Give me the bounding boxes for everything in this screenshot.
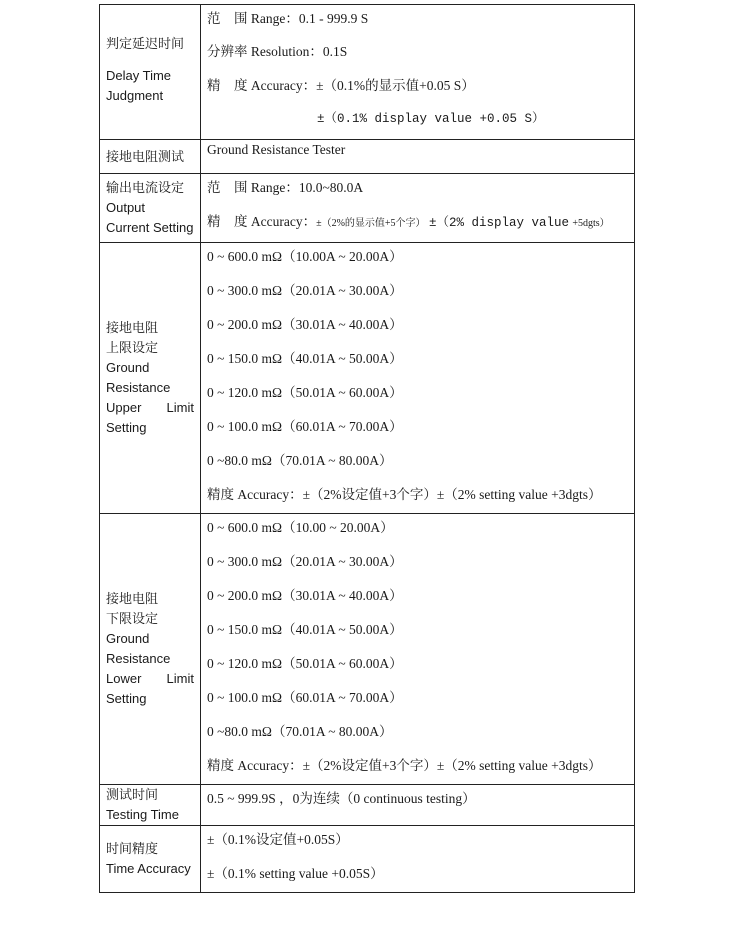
range-line: 0 ~ 150.0 mΩ（40.01A ~ 50.00A） [207, 622, 403, 637]
label-upper-limit [100, 243, 201, 514]
range-text: 范 围 Range：10.0~80.0A [207, 180, 364, 195]
label-ground-tester [100, 140, 201, 174]
value-time-accuracy [201, 826, 635, 893]
value-output-current [201, 174, 635, 243]
row-upper-limit [100, 243, 635, 514]
label-zh: 测试时间 [106, 787, 159, 802]
label-zh: 接地电阻 [106, 591, 159, 606]
label-en: Setting [106, 420, 147, 435]
label-en: Time Accuracy [106, 861, 191, 876]
label-en: Upper Limit [106, 400, 194, 415]
resolution-text: 分辨率 Resolution：0.1S [207, 44, 348, 59]
label-en: Judgment [106, 88, 164, 103]
label-en: Output [106, 200, 146, 215]
label-en: Lower Limit [106, 671, 194, 686]
label-zh: 接地电阻测试 [106, 148, 185, 164]
accuracy-small-text: ±（2%的显示值+5个字） [316, 218, 426, 229]
label-zh: 上限设定 [106, 340, 159, 355]
label-zh: 时间精度 [106, 841, 159, 856]
value-lower-limit [201, 514, 635, 785]
range-line: 0 ~ 150.0 mΩ（40.01A ~ 50.00A） [207, 351, 403, 366]
label-lower-limit [100, 514, 201, 785]
label-testing-time [100, 785, 201, 826]
section-title: Ground Resistance Tester [207, 142, 346, 157]
accuracy-text: 精度 Accuracy：±（2%设定值+3个字）±（2% setting value +3dgts） [207, 758, 602, 773]
label-en: Ground [106, 360, 150, 375]
label-en: Resistance [106, 380, 171, 395]
range-line: 0 ~ 120.0 mΩ（50.01A ~ 60.00A） [207, 656, 403, 671]
row-ground-tester [100, 140, 635, 174]
accuracy-text: 精 度 Accuracy：±（0.1%的显示值+0.05 S） [207, 78, 475, 93]
range-line: 0 ~80.0 mΩ（70.01A ~ 80.00A） [207, 453, 393, 468]
label-zh: 输出电流设定 [106, 180, 185, 195]
range-line: 0 ~ 200.0 mΩ（30.01A ~ 40.00A） [207, 588, 403, 603]
value-upper-limit [201, 243, 635, 514]
range-line: 0 ~ 300.0 mΩ（20.01A ~ 30.00A） [207, 283, 403, 298]
accuracy-en-small: +5dgts） [572, 218, 610, 229]
time-accuracy-zh: ±（0.1%设定值+0.05S） [207, 832, 349, 847]
label-en: Delay Time [106, 68, 172, 83]
row-delay-time [100, 5, 635, 140]
spec-table [99, 4, 635, 893]
accuracy-line [207, 210, 634, 230]
label-zh: 接地电阻 [106, 320, 159, 335]
range-line: 0 ~ 200.0 mΩ（30.01A ~ 40.00A） [207, 317, 403, 332]
range-line: 0 ~ 120.0 mΩ（50.01A ~ 60.00A） [207, 385, 403, 400]
testing-time-text: 0.5 ~ 999.9S ，0为连续（0 continuous testing） [207, 791, 476, 806]
range-line: 0 ~ 600.0 mΩ（10.00 ~ 20.00A） [207, 520, 394, 535]
label-en: Resistance [106, 651, 171, 666]
label-en: Current Setting [106, 220, 194, 235]
value-testing-time [201, 785, 635, 826]
range-line: 0 ~80.0 mΩ（70.01A ~ 80.00A） [207, 724, 393, 739]
range-line: 0 ~ 600.0 mΩ（10.00A ~ 20.00A） [207, 249, 403, 264]
range-line: 0 ~ 300.0 mΩ（20.01A ~ 30.00A） [207, 554, 403, 569]
time-accuracy-en: ±（0.1% setting value +0.05S） [207, 866, 384, 881]
value-ground-tester [201, 140, 635, 174]
label-en: Setting [106, 691, 147, 706]
row-time-accuracy [100, 826, 635, 893]
label-en: Ground [106, 631, 150, 646]
accuracy-en-text: ±（2% display value [428, 216, 569, 230]
row-output-current [100, 174, 635, 243]
label-zh: 下限设定 [106, 611, 159, 626]
range-line: 0 ~ 100.0 mΩ（60.01A ~ 70.00A） [207, 419, 403, 434]
label-delay-time [100, 5, 201, 140]
row-testing-time [100, 785, 635, 826]
accuracy-en-text: ±（0.1% display value +0.05 S） [317, 112, 545, 126]
label-output-current [100, 174, 201, 243]
value-delay-time [201, 5, 635, 140]
row-lower-limit [100, 514, 635, 785]
accuracy-text: 精度 Accuracy：±（2%设定值+3个字）±（2% setting value +3dgts） [207, 487, 602, 502]
accuracy-label: 精 度 Accuracy： [207, 214, 317, 229]
label-en: Testing Time [106, 807, 179, 822]
range-text: 范 围 Range：0.1 - 999.9 S [207, 11, 369, 26]
label-zh: 判定延迟时间 [106, 36, 185, 51]
range-line: 0 ~ 100.0 mΩ（60.01A ~ 70.00A） [207, 690, 403, 705]
label-time-accuracy [100, 826, 201, 893]
